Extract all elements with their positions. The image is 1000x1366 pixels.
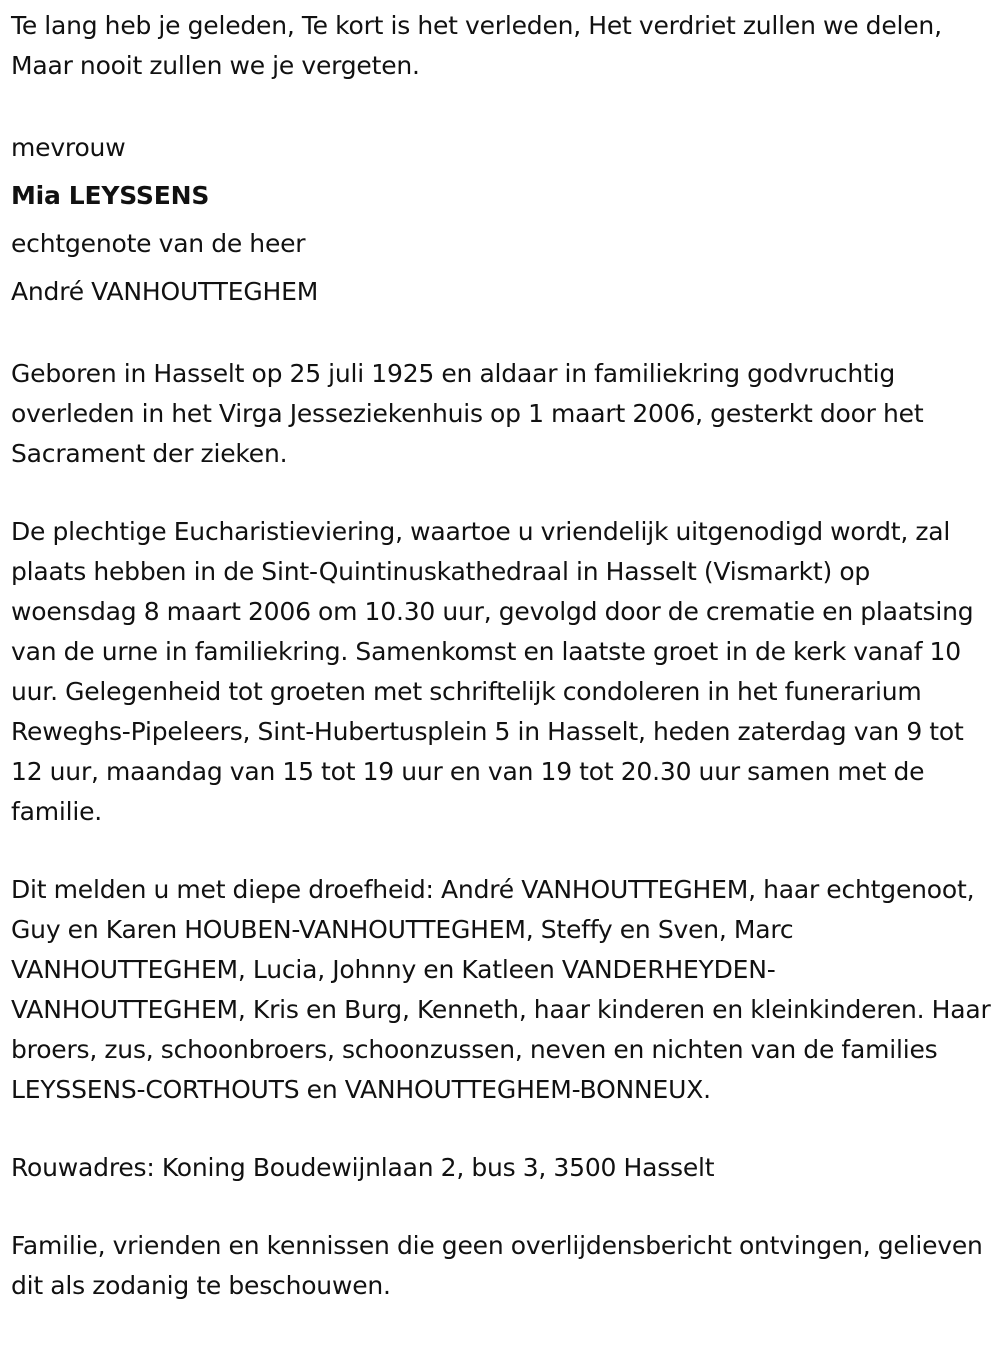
spacer: [11, 316, 996, 354]
spacer: [11, 832, 996, 870]
announcement-paragraph: Dit melden u met diepe droefheid: André VANHOUTTEGHEM, haar echtgenoot, Guy en Karen HOUBEN-VANHOUTTEGHEM, Steffy en Sven, Marc VANHOUTTEGHEM, Lucia, Johnny en Katleen VANDERHEYDEN-VANHOUTTEGHEM, Kris en Burg, Kenneth, haar kinderen en kleinkinderen. Haar broers, zus, schoonbroers, schoonzussen, neven en nichten van de families LEYSSENS-CORTHOUTS en VANHOUTTEGHEM-BONNEUX.: [11, 875, 991, 1104]
closing-paragraph: Familie, vrienden en kennissen die geen overlijdensbericht ontvingen, gelieven dit als zodanig te beschouwen.: [11, 1231, 983, 1300]
spacer: [11, 1110, 996, 1148]
mourning-address: Rouwadres: Koning Boudewijnlaan 2, bus 3, 3500 Hasselt: [11, 1153, 715, 1182]
deceased-name: Mia LEYSSENS: [11, 181, 210, 210]
obituary-notice: [11, 6, 996, 1306]
ceremony-paragraph: De plechtige Eucharistieviering, waartoe u vriendelijk uitgenodigd wordt, zal plaats hebben in de Sint-Quintinuskathedraal in Hasselt (Vismarkt) op woensdag 8 maart 2006 om 10.30 uur, gevolgd door de crematie en plaatsing van de urne in familiekring. Samenkomst en laatste groet in de kerk vanaf 10 uur. Gelegenheid tot groeten met schriftelijk condoleren in het funerarium Reweghs-Pipeleers, Sint-Hubertusplein 5 in Hasselt, heden zaterdag van 9 tot 12 uur, maandag van 15 tot 19 uur en van 19 tot 20.30 uur samen met de familie.: [11, 517, 974, 826]
birth-death-paragraph: Geboren in Hasselt op 25 juli 1925 en aldaar in familiekring godvruchtig overleden in het Virga Jesseziekenhuis op 1 maart 2006, gesterkt door het Sacrament der zieken.: [11, 359, 924, 468]
title-text: mevrouw: [11, 133, 126, 162]
relation-text: echtgenote van de heer: [11, 229, 306, 258]
spacer: [11, 86, 996, 124]
spouse-name: André VANHOUTTEGHEM: [11, 277, 319, 306]
spacer: [11, 474, 996, 512]
spacer: [11, 1188, 996, 1226]
poem-paragraph: Te lang heb je geleden, Te kort is het verleden, Het verdriet zullen we delen, Maar nooit zullen we je vergeten.: [11, 11, 942, 80]
